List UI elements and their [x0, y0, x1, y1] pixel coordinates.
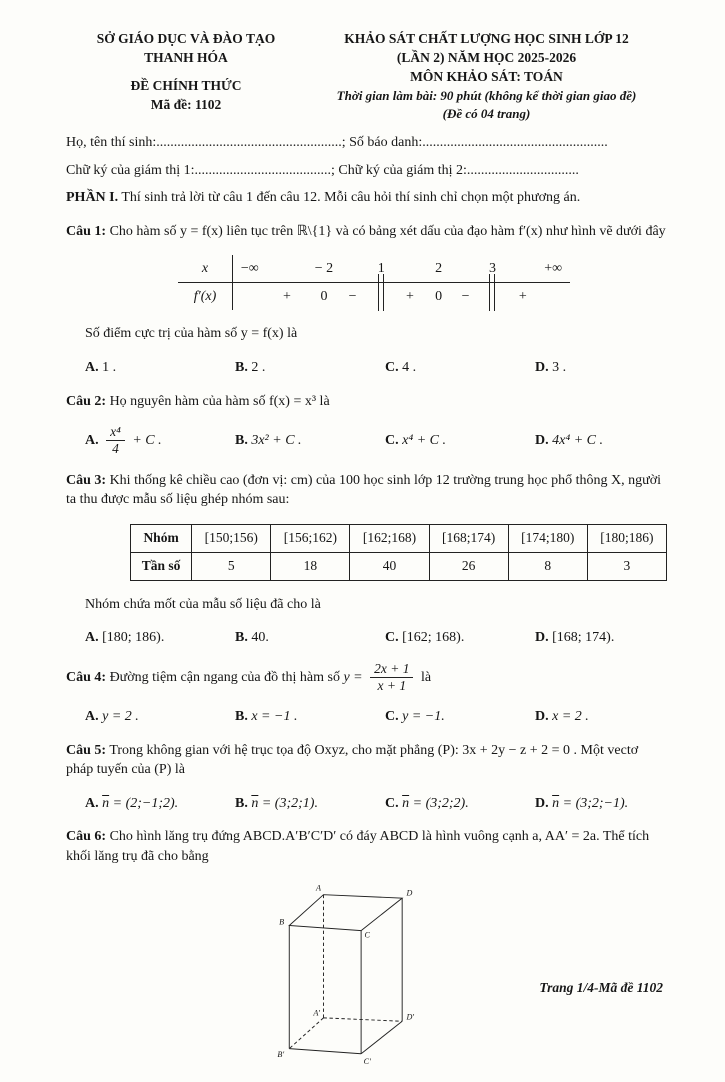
exam-pages-note: (Đề có 04 trang) [442, 105, 531, 121]
q3-option-c: C. [162; 168). [385, 630, 465, 646]
question-3 [66, 471, 667, 648]
exam-type: ĐỀ CHÍNH THỨC [130, 77, 242, 93]
question-4 [66, 662, 667, 727]
vertex-label-D-prime: D′ [405, 1012, 414, 1022]
q1-sign-table [178, 255, 570, 310]
vector-n: $\overline{n}$ [102, 795, 110, 811]
q3-option-d: D. [168; 174). [535, 630, 615, 646]
q1-option-a: A. 1 . [85, 360, 117, 376]
q1-option-d: D. 3 . [535, 360, 567, 376]
exam-header [66, 30, 667, 123]
q5-option-b: B. $\overline{n}$ = (3;2;1). [235, 795, 318, 811]
q2-label: Câu 2: [66, 393, 107, 409]
q2-options [66, 425, 667, 456]
q5-option-a: A. $\overline{n}$ = (2;−1;2). [85, 795, 179, 811]
vector-n: $\overline{n}$ [402, 795, 410, 811]
q3-text: Câu 3: Khi thống kê chiều cao (đơn vị: cm) của 100 học sinh lớp 12 trường trung học phổ thông X, người ta thu được mẫu số liệu ghép nhóm sau: [66, 472, 661, 508]
exam-subject: MÔN KHẢO SÁT: TOÁN [410, 68, 563, 84]
part1-label: PHẦN I. [66, 190, 119, 206]
q3-option-b: B. 40. [235, 630, 269, 646]
q4-label: Câu 4: [66, 669, 107, 685]
q3-frequency-table [130, 524, 667, 581]
department-line2: THANH HÓA [144, 49, 228, 65]
q5-options [66, 794, 667, 814]
q6-text: Câu 6: Cho hình lăng trụ đứng ABCD.A′B′C′D′ có đáy ABCD là hình vuông cạnh a, AA′ = 2a. Thể tích khối lăng trụ đã cho bằng [66, 829, 650, 865]
header-right [306, 30, 667, 123]
vertex-label-C: C [364, 930, 370, 940]
q4-text: Câu 4: Đường tiệm cận ngang của đồ thị hàm số y = $\frac{2x + 1}{x + 1}$ là [66, 660, 432, 693]
q4-option-a: A. y = 2 . [85, 709, 139, 725]
vertex-label-B-prime: B′ [276, 1049, 284, 1059]
q2-option-a: A. $\frac{\text{x⁴}}{4}$ + C . [85, 424, 162, 457]
q2-option-d: D. 4x⁴ + C . [535, 433, 603, 449]
exam-duration: Thời gian làm bài: 90 phút (không kể thời gian giao đề) [336, 87, 637, 103]
q5-label: Câu 5: [66, 742, 107, 758]
q2-option-b: B. 3x² + C . [235, 433, 302, 449]
q1-option-c: C. 4 . [385, 360, 417, 376]
sign-table-x-values: −∞ − 2 1 2 3 +∞ [240, 261, 563, 277]
page-footer: Trang 1/4-Mã đề 1102 [539, 980, 663, 996]
q4-option-b: B. x = −1 . [235, 709, 298, 725]
q5-option-d: D. $\overline{n}$ = (3;2;−1). [535, 795, 629, 811]
student-info [66, 133, 667, 180]
q4-option-c: C. y = −1. [385, 709, 445, 725]
department-line1: SỞ GIÁO DỤC VÀ ĐÀO TẠO [96, 31, 276, 46]
exam-code: Mã đề: 1102 [150, 96, 222, 112]
q1-after-text: Số điểm cực trị của hàm số y = f(x) là [85, 326, 298, 342]
table-row: Tần số 5 18 40 26 8 3 [131, 552, 667, 580]
double-bar [378, 274, 384, 311]
sign-table-x-label: x [178, 255, 233, 282]
vertex-label-B: B [278, 917, 284, 927]
vector-n: $\overline{n}$ [552, 795, 560, 811]
question-1 [66, 222, 667, 378]
vertex-label-C-prime: C′ [363, 1056, 371, 1066]
prism-figure [272, 881, 422, 1082]
q2-option-c: C. x⁴ + C . [385, 433, 446, 449]
exam-title-line1: KHẢO SÁT CHẤT LƯỢNG HỌC SINH LỚP 12 [344, 31, 629, 46]
q4-option-d: D. x = 2 . [535, 709, 589, 725]
q3-after-text: Nhóm chứa mốt của mẫu số liệu đã cho là [85, 596, 321, 612]
vertex-label-A: A [315, 883, 321, 893]
table-row: Nhóm [150;156) [156;162) [162;168) [168;174) [174;180) [180;186) [131, 524, 667, 552]
vertex-label-A-prime: A′ [312, 1007, 320, 1017]
part1-text: Thí sinh trả lời từ câu 1 đến câu 12. Mỗi câu hỏi thí sinh chỉ chọn một phương án. [121, 190, 581, 206]
header-left [66, 30, 306, 123]
question-5 [66, 741, 667, 814]
q3-label: Câu 3: [66, 472, 107, 488]
q1-options [66, 358, 667, 378]
q2-text: Câu 2: Họ nguyên hàm của hàm số f(x) = x³ là [66, 393, 330, 409]
question-2 [66, 392, 667, 457]
q1-option-b: B. 2 . [235, 360, 266, 376]
q4-options [66, 707, 667, 727]
student-name-line: Họ, tên thí sinh:.....................................................; Số báo danh:..................................................... [66, 135, 608, 151]
q6-label: Câu 6: [66, 829, 107, 845]
q1-label: Câu 1: [66, 223, 107, 239]
fraction: $\frac{\text{x⁴}}{4}$ [106, 425, 125, 456]
double-bar [489, 274, 495, 311]
fraction: $\frac{2x + 1}{x + 1}$ [370, 662, 413, 693]
part1-heading [66, 188, 667, 208]
vector-n: $\overline{n}$ [251, 795, 259, 811]
q3-option-a: A. [180; 186). [85, 630, 165, 646]
q5-option-c: C. $\overline{n}$ = (3;2;2). [385, 795, 469, 811]
question-6 [66, 827, 667, 1081]
q5-text: Câu 5: Trong không gian với hệ trục tọa độ Oxyz, cho mặt phẳng (P): 3x + 2y − z + 2 = 0 . Một vectơ pháp tuyến của (P) là [66, 742, 639, 778]
sign-table-fprime-label: f′(x) [178, 283, 233, 310]
sign-table-signs: + 0 − + 0 − + [233, 283, 570, 310]
exam-title-line2: (LẦN 2) NĂM HỌC 2025-2026 [396, 49, 577, 65]
vertex-label-D: D [405, 888, 412, 898]
q1-text: Câu 1: Cho hàm số y = f(x) liên tục trên ℝ\{1} và có bảng xét dấu của đạo hàm f′(x) như hình vẽ dưới đây [66, 223, 666, 239]
proctor-signature-line: Chữ ký của giám thị 1:.......................................; Chữ ký của giám thị 2:................................ [66, 162, 579, 178]
q3-options [66, 628, 667, 648]
